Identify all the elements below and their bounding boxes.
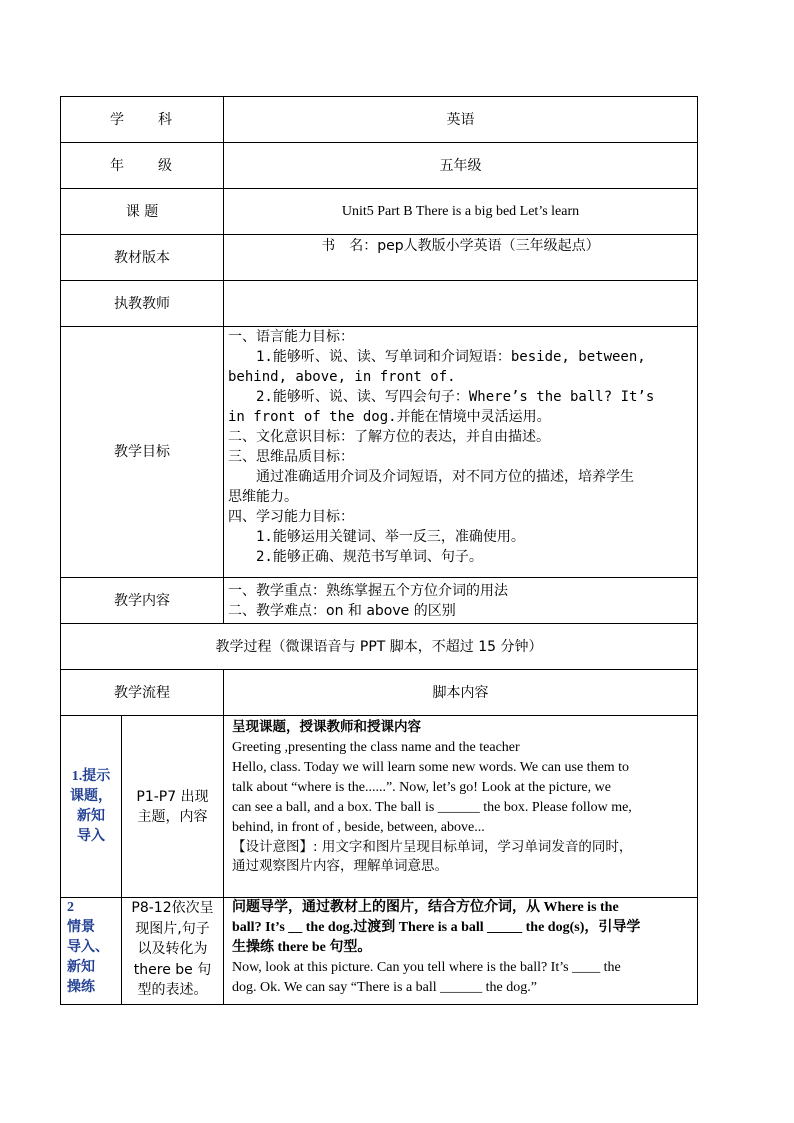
step2-line: dog. Ok. We can say “There is a ball ______ the dog.” [232,980,537,995]
grade-label: 年 级 [61,143,224,189]
step2-pages-line: there be 句 [133,961,212,978]
step2-bold-line: 问题导学，通过教材上的图片，结合方位介词，从 Where is the [232,900,619,915]
difficulty: 二、教学难点：on 和 above 的区别 [228,602,456,619]
subject-label: 学 科 [61,97,224,143]
script-header: 脚本内容 [224,670,698,716]
step2-pages-line: 以及转化为 [137,941,208,957]
goals-line: 通过准确适用介词及介词短语，对不同方位的描述，培养学生 [256,469,634,485]
topic-value: Unit5 Part B There is a big bed Let’s learn [224,189,698,235]
goals-line: behind, above, in front of. [228,369,456,385]
step2-label-line: 2 [67,900,74,915]
goals-line: 一、语言能力目标： [228,329,354,345]
step1-label-line: 新知 [77,808,105,824]
goals-line: 二、文化意识目标：了解方位的表达，并自由描述。 [228,429,550,445]
lesson-plan-table [60,96,698,1005]
step1-line: can see a ball, and a box. The ball is ______ the box. Please follow me, [232,800,632,815]
step2-pages-line: P8-12依次呈 [131,900,214,916]
step2-label-line: 新知 [67,960,95,975]
step2-bold-line: ball? It’s __ the dog.过渡到 There is a ball _____ the dog(s)，引导学 [232,920,641,935]
goals-line: 三、思维品质目标： [228,449,354,465]
step2-pages [122,898,224,1005]
textbook-value: 书 名：pep人教版小学英语（三年级起点） [224,235,698,281]
teacher-label: 执教教师 [61,281,224,327]
step1-intent: 【设计意图】: 用文字和图片呈现目标单词，学习单词发音的同时， [232,839,633,855]
textbook-label: 教材版本 [61,235,224,281]
goals-line: 思维能力。 [228,489,298,505]
step2-line: Now, look at this picture. Can you tell where is the ball? It’s ____ the [232,960,621,975]
step2-bold-line: 生操练 there be 句型。 [232,940,372,955]
grade-value: 五年级 [224,143,698,189]
step1-label [61,716,122,898]
goals-line: in front of the dog.并能在情境中灵活运用。 [228,409,551,425]
step1-line: behind, in front of , beside, between, above... [232,820,485,835]
step2-pages-line: 型的表述。 [137,982,208,998]
goals-line: 2.能够正确、规范书写单词、句子。 [256,549,483,565]
step2-label-line: 操练 [67,980,95,995]
content-value [224,578,698,624]
step2-label-line: 导入、 [67,940,109,955]
goals-line: 四、学习能力目标： [228,509,354,525]
goals-line: 2.能够听、说、读、写四会句子：Where’s the ball? It’s [256,389,655,405]
step1-intent: 通过观察图片内容，理解单词意思。 [232,858,448,874]
topic-label: 课 题 [61,189,224,235]
step1-line: talk about “where is the......”. Now, let’s go! Look at the picture, we [232,780,611,795]
flow-header: 教学流程 [61,670,224,716]
step1-line: Greeting ,presenting the class name and the teacher [232,740,520,755]
subject-value: 英语 [224,97,698,143]
step1-pages [122,716,224,898]
key-point: 一、教学重点：熟练掌握五个方位介词的用法 [228,582,508,599]
goals-line: 1.能够运用关键词、举一反三，准确使用。 [256,529,525,545]
goals-content [224,327,698,578]
goals-line: 1.能够听、说、读、写单词和介词短语：beside, between, [256,349,646,365]
step1-title: 呈现课题，授课教师和授课内容 [232,719,421,735]
step2-script [224,898,698,1005]
goals-label: 教学目标 [61,327,224,578]
step1-script [224,716,698,898]
content-label: 教学内容 [61,578,224,624]
teacher-value [224,281,698,327]
process-header: 教学过程（微课语音与 PPT 脚本，不超过 15 分钟） [61,624,698,670]
step1-line: Hello, class. Today we will learn some new words. We can use them to [232,760,630,775]
step1-pages-line: 主题，内容 [137,808,208,825]
step1-label-line: 导入 [77,828,105,844]
step1-label-line: 课题， [70,788,112,804]
step2-label-line: 情景 [67,920,95,935]
step1-pages-line: P1-P7 出现 [136,788,209,805]
step2-pages-line: 现图片,句子 [135,920,210,937]
step2-label [61,898,122,1005]
step1-label-line: 1.提示 [71,768,111,784]
